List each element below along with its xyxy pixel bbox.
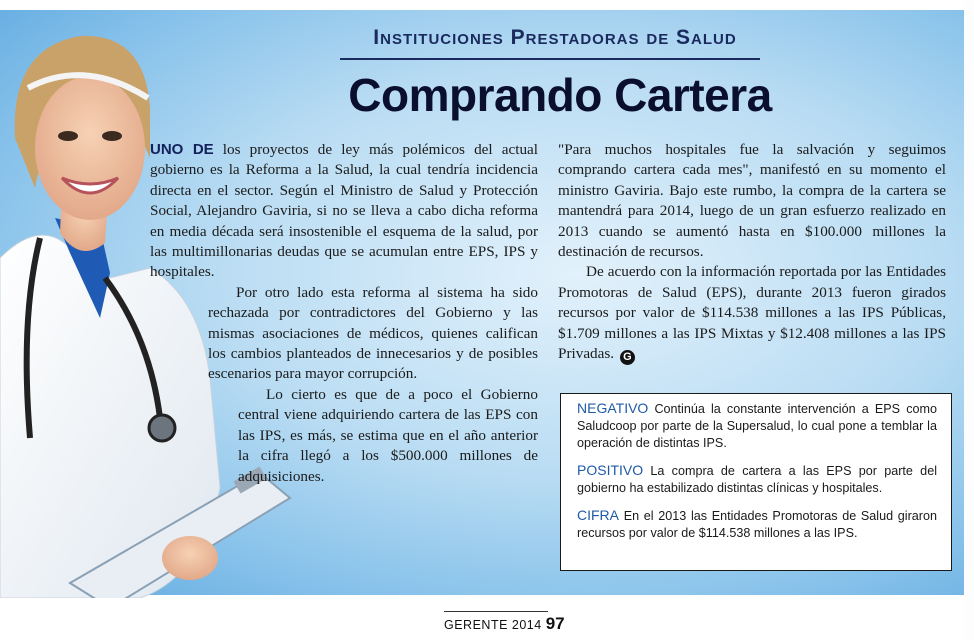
summary-item-cifra [577, 507, 937, 542]
section-label: Instituciones Prestadoras de Salud [373, 26, 737, 49]
lead-words: UNO DE [150, 141, 214, 158]
summary-text: En el 2013 las Entidades Promotoras de Salud giraron recursos por valor de $114.538 millones a las IPS. [577, 509, 937, 540]
page-title: Comprando Cartera [348, 69, 772, 121]
paragraph: Por otro lado esta reforma al sistema ha sido rechazada por contradictores del Gobierno y las mismas asociaciones de médicos, quienes califican los cambios planteados de innecesarios y de posibles escenarios para mayor corrupción. [208, 283, 538, 383]
summary-text: Continúa la constante intervención a EPS como Saludcoop por parte de la Supersalud, lo cual pone a temblar la operación de distintas IPS. [577, 402, 937, 450]
summary-label: CIFRA [577, 507, 619, 523]
article-column-left [150, 140, 538, 487]
summary-item-positivo [577, 462, 937, 497]
summary-box [560, 393, 952, 571]
summary-label: POSITIVO [577, 462, 644, 478]
paragraph: Lo cierto es que de a poco el Gobierno central viene adquiriendo cartera de las EPS con las IPS, es más, se estima que en el año anterior la cifra llegó a los $500.000 millones de adquisiciones. [238, 385, 538, 485]
article-column-right [558, 140, 946, 365]
paragraph-text: De acuerdo con la información reportada por las Entidades Promotoras de Salud (EPS), durante 2013 fueron girados recursos por valor de $114.538 millones a las IPS Públicas, $1.709 millones a las IPS Mixtas y $12.408 millones a las IPS Privadas. [558, 263, 946, 363]
magazine-name: GERENTE 2014 [444, 618, 542, 632]
header-divider [340, 58, 760, 60]
page-footer [444, 614, 565, 636]
paragraph [150, 140, 538, 283]
paragraph [558, 262, 946, 365]
summary-label: NEGATIVO [577, 400, 649, 416]
end-mark-icon: G [620, 350, 635, 365]
paragraph: "Para muchos hospitales fue la salvación y seguimos comprando cartera cada mes", manifestó en su momento el ministro Gaviria. Bajo este rumbo, la compra de la cartera se mantendrá para 2014, luego de un gran esfuerzo realizado en 2013 cuando se aumentó hasta en $100.000 millones la destinación de recursos. [558, 141, 946, 261]
footer-divider [444, 611, 548, 612]
summary-item-negativo [577, 400, 937, 452]
paragraph-text: los proyectos de ley más polémicos del actual gobierno es la Reforma a la Salud, la cual tendría incidencia directa en el sector. Según el Ministro de Salud y Protección Social, Alejandro Gaviria, si no se lleva a cabo dicha reforma en media década será insostenible el esquema de la salud, por las multimillonarias deudas que se acumulan entre EPS, IPS y hospitales. [150, 141, 539, 281]
page-number: 97 [545, 614, 565, 633]
page-edge [964, 0, 974, 640]
summary-text: La compra de cartera a las EPS por parte del gobierno ha estabilizado distintas clínicas y hospitales. [577, 464, 937, 495]
